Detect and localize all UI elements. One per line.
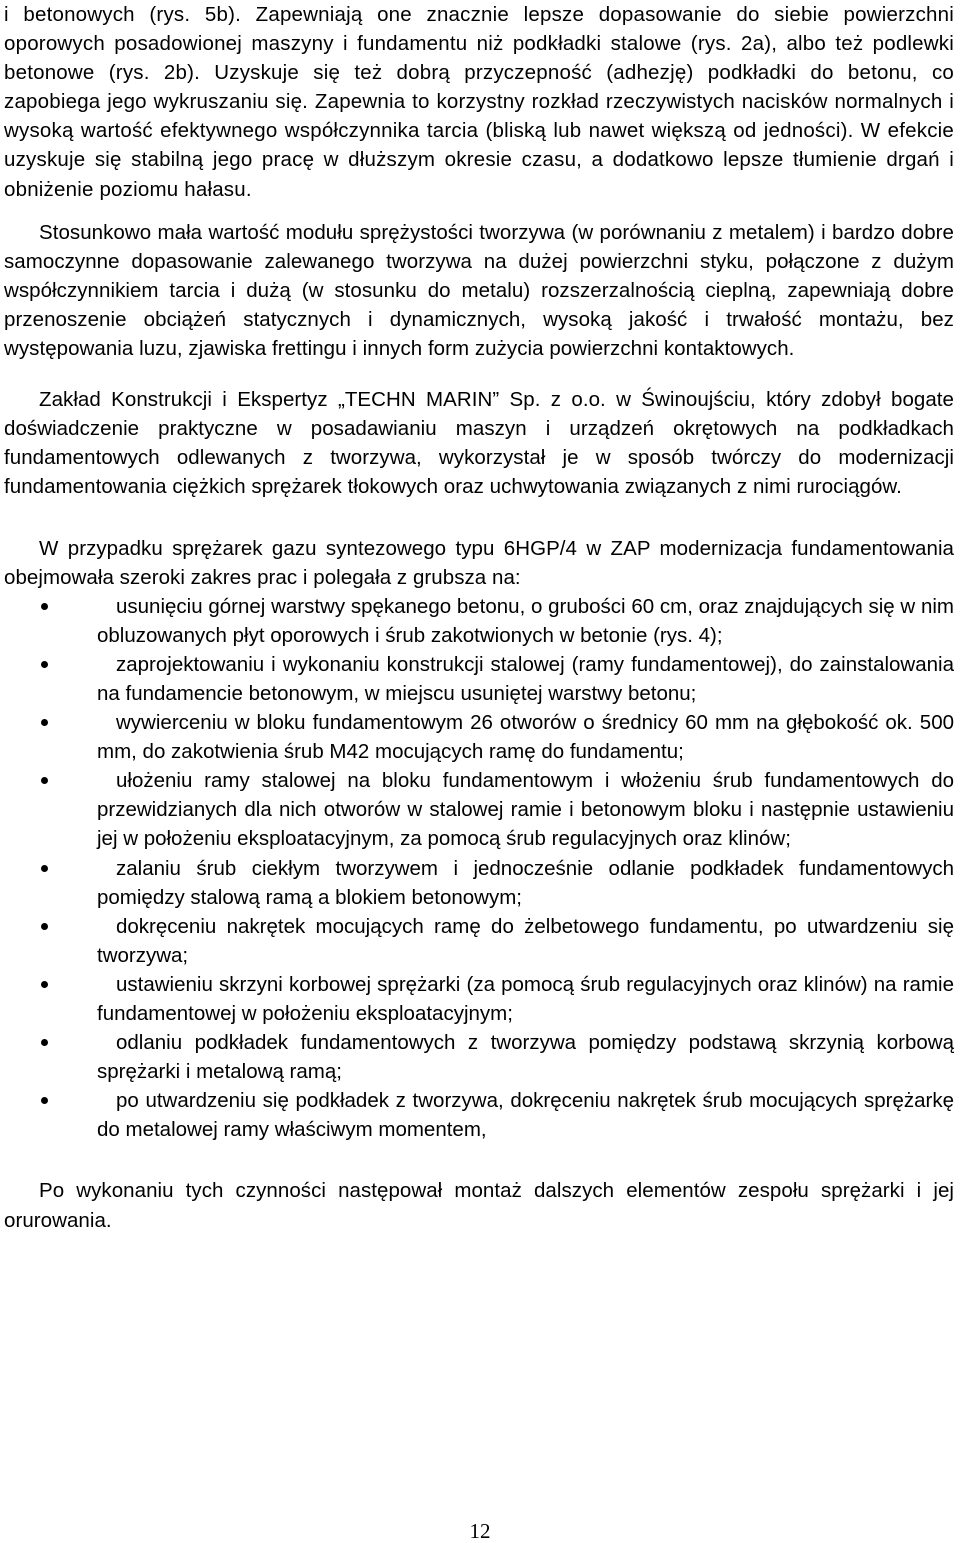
list-item-text: dokręceniu nakrętek mocujących ramę do żelbetowego fundamentu, po utwardzeniu się tworzywa;	[97, 914, 954, 967]
list-item	[4, 708, 954, 766]
list-item-text: zaprojektowaniu i wykonaniu konstrukcji stalowej (ramy fundamentowej), do zainstalowania na fundamencie betonowym, w miejscu usuniętej warstwy betonu;	[97, 652, 954, 705]
list-item-text: po utwardzeniu się podkładek z tworzywa, dokręceniu nakrętek śrub mocujących sprężarkę do metalowej ramy właściwym momentem,	[97, 1089, 954, 1142]
list-item	[4, 912, 954, 970]
list-item-text: ustawieniu skrzyni korbowej sprężarki (za pomocą śrub regulacyjnych oraz klinów) na ramie fundamentowej w położeniu eksploatacyjnym;	[97, 972, 954, 1025]
bullet-icon	[41, 923, 48, 930]
paragraph-continuation: i betonowych (rys. 5b). Zapewniają one znacznie lepsze dopasowanie do siebie powierzchni oporowych posadowionej maszyny i fundamentu niż podkładki stalowe (rys. 2a), albo też podlewki betonowe (rys. 2b). Uzyskuje się też dobrą przyczepność (adhezję) podkładki do betonu, co zapobiega jego wykruszaniu się. Zapewnia to korzystny rozkład rzeczywistych nacisków normalnych i wysoką wartość efektywnego współczynnika tarcia (bliską lub nawet większą od jedności). W efekcie uzyskuje się stabilną jego pracę w dłuższym okresie czasu, a dodatkowo lepsze tłumienie drgań i obniżenie poziomu hałasu.	[4, 3, 954, 201]
paragraph-modulus: Stosunkowo mała wartość modułu sprężystości tworzywa (w porównaniu z metalem) i bardzo dobre samoczynne dopasowanie zalewanego tworzywa na dużej powierzchni styku, połączone z dużym współczynnikiem tarcia i dużą (w stosunku do metalu) rozszerzalnością cieplną, zapewniają dobre przenoszenie obciążeń statycznych i dynamicznych, wysoką jakość i trwałość montażu, bez występowania luzu, zjawiska frettingu i innych form zużycia powierzchni kontaktowych.	[4, 220, 954, 361]
paragraph-conclusion: Po wykonaniu tych czynności następował montaż dalszych elementów zespołu sprężarki i jej orurowania.	[4, 1179, 954, 1232]
list-item-text: odlaniu podkładek fundamentowych z tworzywa pomiędzy podstawą skrzynią korbową sprężarki i metalową ramą;	[97, 1031, 954, 1084]
bullet-icon	[41, 1097, 48, 1104]
document-page	[4, 0, 954, 1235]
list-item	[4, 650, 954, 708]
list-item	[4, 854, 954, 912]
bullet-icon	[41, 661, 48, 668]
page-number: 12	[469, 1519, 491, 1543]
list-item	[4, 1028, 954, 1086]
list-item-text: ułożeniu ramy stalowej na bloku fundamentowym i włożeniu śrub fundamentowych do przewidzianych dla nich otworów w stalowej ramie i betonowym bloku i następnie ustawieniu jej w położeniu eksploatacyjnym, za pomocą śrub regulacyjnych oraz klinów;	[97, 769, 954, 851]
bullet-icon	[41, 865, 48, 872]
paragraph-compressors-intro: W przypadku sprężarek gazu syntezowego typu 6HGP/4 w ZAP modernizacja fundamentowania obejmowała szeroki zakres prac i polegała z grubsza na:	[4, 536, 954, 589]
bullet-icon	[41, 603, 48, 610]
list-item	[4, 592, 954, 650]
bullet-icon	[41, 777, 48, 784]
list-item	[4, 1086, 954, 1144]
list-item-text: zalaniu śrub ciekłym tworzywem i jednocześnie odlanie podkładek fundamentowych pomiędzy stalową ramą a blokiem betonowym;	[97, 856, 954, 909]
modernization-steps-list	[4, 592, 954, 1145]
paragraph-company: Zakład Konstrukcji i Ekspertyz „TECHN MARIN” Sp. z o.o. w Świnoujściu, który zdobył bogate doświadczenie praktyczne w posadawianiu maszyn i urządzeń okrętowych na podkładkach fundamentowych odlewanych z tworzywa, wykorzystał je w sposób twórczy do modernizacji fundamentowania ciężkich sprężarek tłokowych oraz uchwytowania związanych z nimi rurociągów.	[4, 388, 954, 499]
bullet-icon	[41, 719, 48, 726]
list-item-text: wywierceniu w bloku fundamentowym 26 otworów o średnicy 60 mm na głębokość ok. 500 mm, do zakotwienia śrub M42 mocujących ramę do fundamentu;	[97, 711, 954, 764]
list-item-text: usunięciu górnej warstwy spękanego betonu, o grubości 60 cm, oraz znajdujących się w nim obluzowanych płyt oporowych i śrub zakotwionych w betonie (rys. 4);	[97, 594, 954, 647]
bullet-icon	[41, 981, 48, 988]
bullet-icon	[41, 1039, 48, 1046]
list-item	[4, 970, 954, 1028]
list-item	[4, 766, 954, 853]
